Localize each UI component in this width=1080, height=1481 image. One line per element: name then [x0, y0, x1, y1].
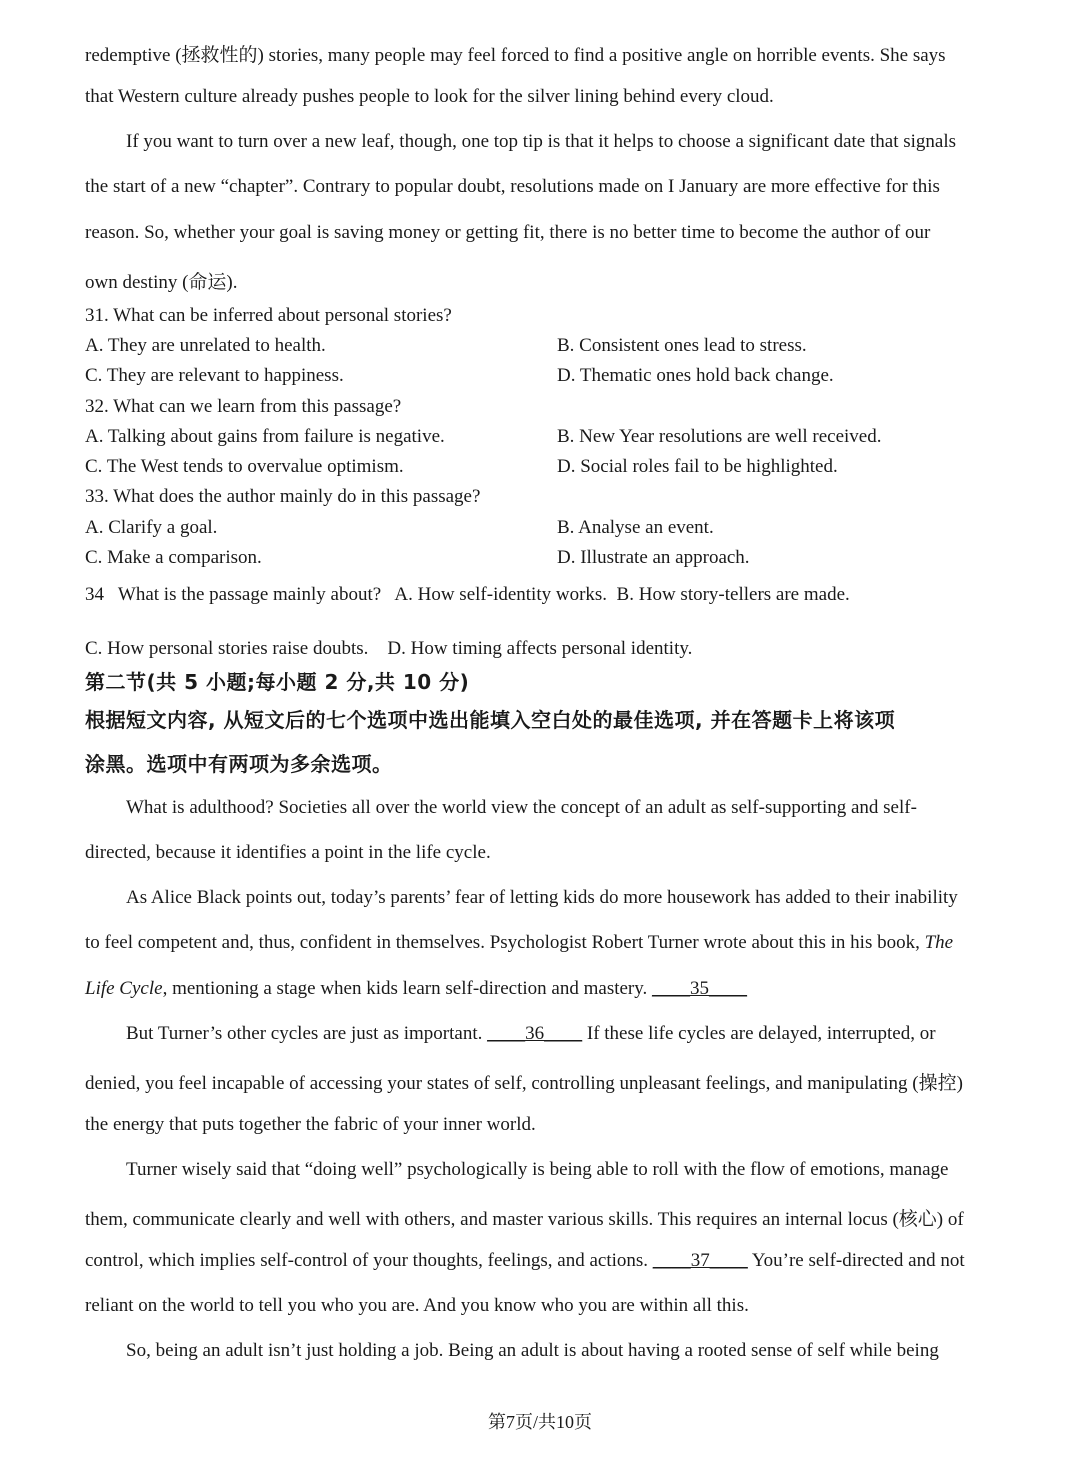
question-34-line: C. How personal stories raise doubts. D. How timing affects personal identity.	[85, 638, 693, 659]
question-31-stem: 31. What can be inferred about personal stories?	[85, 305, 452, 326]
passage-line: reliant on the world to tell you who you are. And you know who you are within all this.	[85, 1295, 749, 1316]
passage-line	[85, 932, 1030, 954]
question-34-line: 34 What is the passage mainly about? A. How self-identity works. B. How story-tellers are made.	[85, 584, 850, 605]
question-33-stem: 33. What does the author mainly do in this passage?	[85, 486, 481, 507]
passage-line: redemptive (拯救性的) stories, many people may feel forced to find a positive angle on horrible events. She says	[85, 45, 946, 66]
passage-line: As Alice Black points out, today’s parents’ fear of letting kids do more housework has added to their inability	[126, 887, 958, 908]
passage-line: If you want to turn over a new leaf, though, one top tip is that it helps to choose a significant date that signals	[126, 131, 957, 152]
question-31-option-c: C. They are relevant to happiness.	[85, 365, 344, 386]
passage-line: the start of a new “chapter”. Contrary to popular doubt, resolutions made on I January are more effective for this	[85, 176, 940, 197]
passage-text: , mentioning a stage when kids learn self-direction and mastery.	[162, 978, 653, 999]
passage-line	[85, 978, 1030, 1000]
passage-line: What is adulthood? Societies all over the world view the concept of an adult as self-supporting and self-	[126, 797, 917, 818]
section-instruction: 根据短文内容, 从短文后的七个选项中选出能填入空白处的最佳选项, 并在答题卡上将该项	[85, 708, 896, 732]
book-title: Life Cycle	[85, 978, 163, 999]
passage-line: directed, because it identifies a point in the life cycle.	[85, 842, 491, 863]
section-instruction: 涂黑。选项中有两项为多余选项。	[85, 752, 393, 776]
question-33-option-a: A. Clarify a goal.	[85, 517, 218, 538]
question-33-option-b: B. Analyse an event.	[557, 517, 714, 538]
passage-line: So, being an adult isn’t just holding a job. Being an adult is about having a rooted sense of self while being	[126, 1340, 939, 1361]
question-32-stem: 32. What can we learn from this passage?	[85, 396, 402, 417]
passage-text: If these life cycles are delayed, interrupted, or	[582, 1023, 936, 1044]
blank-36: ____36____	[487, 1023, 583, 1044]
blank-35: ____35____	[652, 978, 748, 999]
passage-line	[126, 1023, 1071, 1045]
passage-text: But Turner’s other cycles are just as important.	[126, 1023, 488, 1044]
passage-text: control, which implies self-control of your thoughts, feelings, and actions.	[85, 1250, 653, 1271]
question-32-option-a: A. Talking about gains from failure is negative.	[85, 426, 445, 447]
passage-line: them, communicate clearly and well with others, and master various skills. This requires an internal locus (核心) of	[85, 1209, 964, 1230]
book-title: The	[924, 932, 954, 953]
question-32-option-d: D. Social roles fail to be highlighted.	[557, 456, 838, 477]
passage-line: denied, you feel incapable of accessing your states of self, controlling unpleasant feelings, and manipulating (操控)	[85, 1073, 963, 1094]
passage-text: You’re self-directed and not	[747, 1250, 965, 1271]
question-32-option-b: B. New Year resolutions are well received.	[557, 426, 882, 447]
passage-line: that Western culture already pushes people to look for the silver lining behind every cloud.	[85, 86, 774, 107]
passage-text: to feel competent and, thus, confident in themselves. Psychologist Robert Turner wrote about this in his book,	[85, 932, 925, 953]
passage-line	[85, 1250, 1030, 1272]
blank-37: ____37____	[652, 1250, 748, 1271]
question-31-option-a: A. They are unrelated to health.	[85, 335, 326, 356]
question-31-option-d: D. Thematic ones hold back change.	[557, 365, 834, 386]
passage-line: own destiny (命运).	[85, 272, 238, 293]
question-33-option-d: D. Illustrate an approach.	[557, 547, 750, 568]
question-31-option-b: B. Consistent ones lead to stress.	[557, 335, 807, 356]
passage-line: Turner wisely said that “doing well” psychologically is being able to roll with the flow of emotions, manage	[126, 1159, 949, 1180]
passage-line: the energy that puts together the fabric of your inner world.	[85, 1114, 536, 1135]
page-number: 第7页/共10页	[487, 1412, 592, 1432]
section-heading: 第二节(共 5 小题;每小题 2 分,共 10 分)	[85, 670, 470, 694]
question-33-option-c: C. Make a comparison.	[85, 547, 262, 568]
passage-line: reason. So, whether your goal is saving money or getting fit, there is no better time to become the author of our	[85, 222, 931, 243]
question-32-option-c: C. The West tends to overvalue optimism.	[85, 456, 404, 477]
